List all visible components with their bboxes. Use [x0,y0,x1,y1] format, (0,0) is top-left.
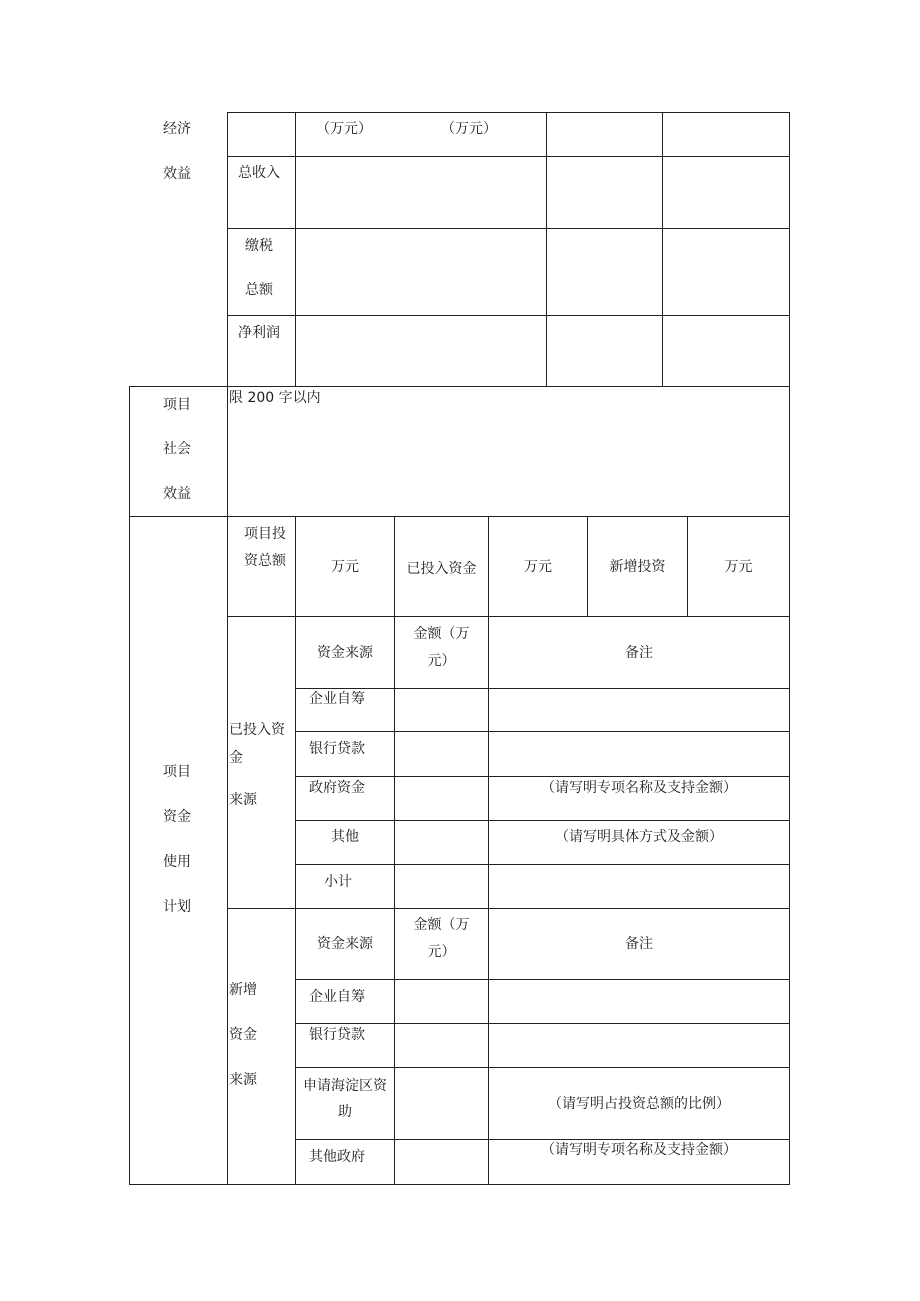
source-row-bank-loan: 银行贷款 [309,741,365,757]
funding-side-label: 计划 [163,899,191,915]
note-government: （请写明专项名称及支持金额） [541,1142,737,1158]
unit-wanyuan: 万元 [331,559,359,575]
source-row-haidian-subsidy: 申请海淀区资 [303,1078,387,1094]
unit-label: （万元） [316,121,372,137]
table-line [129,386,790,387]
total-investment-label: 资总额 [244,553,286,569]
table-line [227,616,790,617]
table-line [295,688,790,689]
header-amount: 元） [427,944,456,960]
social-side-label: 项目 [163,397,191,413]
new-group-label: 新增 [229,982,257,998]
table-line [129,386,130,1185]
table-line [295,864,790,865]
row-label-tax: 总额 [245,282,273,298]
table-line [295,731,790,732]
table-line [546,112,547,386]
table-line [129,1184,790,1185]
table-line [227,315,790,316]
table-line [295,820,790,821]
table-line [295,776,790,777]
table-line [295,1023,790,1024]
source-row-self-raised: 企业自筹 [309,989,365,1005]
source-row-other-government: 其他政府 [309,1149,365,1165]
economic-side-label: 效益 [163,166,191,182]
unit-label: （万元） [441,121,497,137]
table-line [227,156,790,157]
funding-side-label: 项目 [163,764,191,780]
row-label-tax: 缴税 [245,238,273,254]
header-amount: 金额（万 [413,917,470,933]
table-line [295,1067,790,1068]
table-line [129,516,790,517]
new-group-label: 来源 [229,1072,257,1088]
header-note: 备注 [625,936,653,952]
new-investment-label: 新增投资 [609,559,666,575]
funding-side-label: 资金 [163,809,191,825]
table-line [227,112,790,113]
table-line [295,112,296,386]
source-row-government: 政府资金 [309,780,365,796]
unit-wanyuan: 万元 [524,559,552,575]
economic-side-label: 经济 [163,121,191,137]
invested-group-label: 金 [229,750,243,766]
social-side-label: 效益 [163,486,191,502]
header-fund-source: 资金来源 [317,936,373,952]
note-other: （请写明具体方式及金额） [555,829,723,845]
table-line [394,616,395,1184]
table-line [227,112,228,1184]
table-line [662,112,663,386]
new-group-label: 资金 [229,1027,257,1043]
table-line [227,908,790,909]
header-amount: 元） [427,653,456,669]
total-investment-label: 项目投 [244,526,286,542]
invested-group-label: 已投入资 [229,722,285,738]
table-line [227,228,790,229]
header-fund-source: 资金来源 [317,645,373,661]
note-haidian-ratio: （请写明占投资总额的比例） [548,1096,730,1112]
word-limit-hint: 限 200 字以内 [229,390,321,406]
source-row-other: 其他 [331,829,359,845]
source-row-self-raised: 企业自筹 [309,691,365,707]
source-row-bank-loan: 银行贷款 [309,1027,365,1043]
invested-group-label: 来源 [229,792,257,808]
header-note: 备注 [625,645,653,661]
note-government: （请写明专项名称及支持金额） [541,780,737,796]
social-side-label: 社会 [163,441,191,457]
header-amount: 金额（万 [413,626,470,642]
table-line [295,979,790,980]
funding-side-label: 使用 [163,854,191,870]
row-label-net-profit: 净利润 [238,325,280,341]
source-row-subtotal: 小计 [324,874,352,890]
invested-funds-label: 已投入资金 [406,561,477,577]
table-line [789,112,790,1184]
row-label-total-revenue: 总收入 [238,165,280,181]
source-row-haidian-subsidy: 助 [338,1104,352,1120]
unit-wanyuan: 万元 [724,559,753,575]
